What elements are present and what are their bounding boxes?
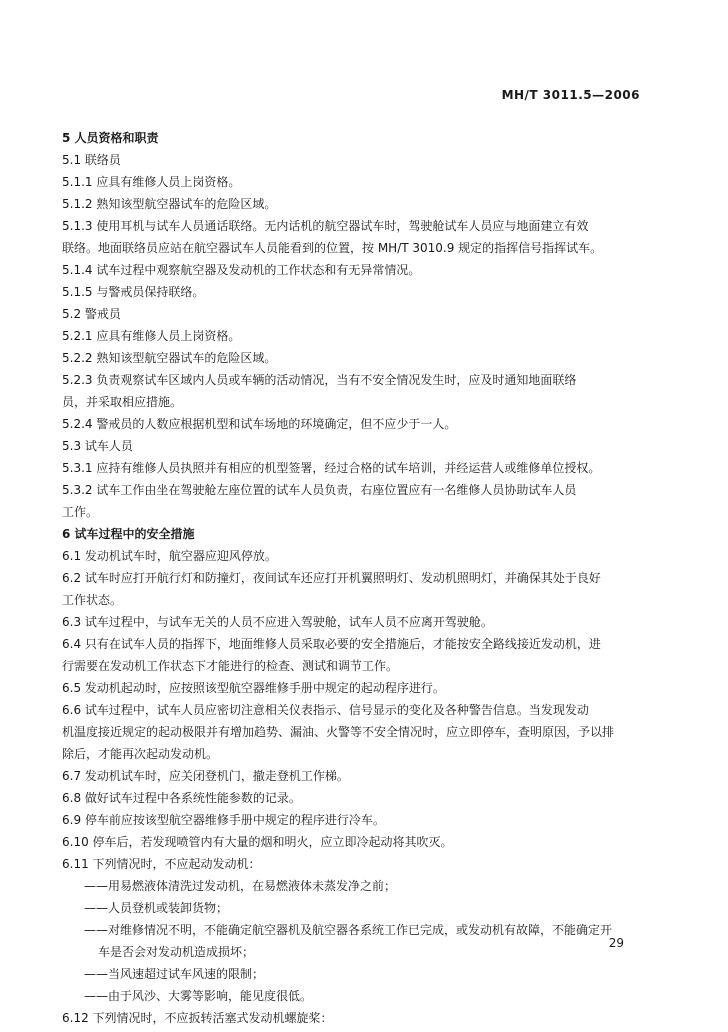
text-line: 员，并采取相应措施。 [62, 395, 183, 409]
text-line: 5.2.4 警戒员的人数应根据机型和试车场地的环境确定，但不应少于一人。 [62, 417, 457, 431]
text-line: ——对维修情况不明，不能确定航空器机及航空器各系统工作已完成，或发动机有故障，不能确定开 [84, 923, 613, 937]
section-heading: 5 人员资格和职责 [62, 131, 159, 145]
text-line: 机温度接近规定的起动极限并有增加趋势、漏油、火警等不安全情况时，应立即停车，查明原因，予以排 [62, 725, 615, 739]
text-line: 5.1.5 与警戒员保持联络。 [62, 285, 205, 299]
text-line: 6.12 下列情况时，不应扳转活塞式发动机螺旋桨： [62, 1011, 333, 1025]
text-line: ——由于风沙、大雾等影响，能见度很低。 [84, 989, 313, 1003]
text-line: 5.1.3 使用耳机与试车人员通话联络。无内话机的航空器试车时，驾驶舱试车人员应与地面建立有效 [62, 219, 589, 233]
text-line: 联络。地面联络员应站在航空器试车人员能看到的位置，按 MH/T 3010.9 规定的指挥信号指挥试车。 [62, 241, 603, 255]
text-line: 工作状态。 [62, 593, 123, 607]
text-line: 6.10 停车后，若发现喷管内有大量的烟和明火，应立即冷起动将其吹灭。 [62, 835, 453, 849]
text-line: 5.1 联络员 [62, 153, 121, 167]
text-line: 行需要在发动机工作状态下才能进行的检查、测试和调节工作。 [62, 659, 399, 673]
text-line: 5.1.4 试车过程中观察航空器及发动机的工作状态和有无异常情况。 [62, 263, 421, 277]
text-line: 5.2.3 负责观察试车区域内人员或车辆的活动情况，当有不安全情况发生时，应及时通知地面联络 [62, 373, 577, 387]
text-line: 6.2 试车时应打开航行灯和防撞灯，夜间试车还应打开机翼照明灯、发动机照明灯，并确保其处于良好 [62, 571, 601, 585]
text-line: 6.3 试车过程中，与试车无关的人员不应进入驾驶舱，试车人员不应离开驾驶舱。 [62, 615, 493, 629]
text-line: 5.3.2 试车工作由坐在驾驶舱左座位置的试车人员负责，右座位置应有一名维修人员协助试车人员 [62, 483, 577, 497]
document-body [62, 128, 638, 1032]
text-line: 6.9 停车前应按该型航空器维修手册中规定的程序进行冷车。 [62, 813, 385, 827]
text-line: 6.1 发动机试车时，航空器应迎风停放。 [62, 549, 277, 563]
text-line: 5.3 试车人员 [62, 439, 133, 453]
text-line: 6.4 只有在试车人员的指挥下，地面维修人员采取必要的安全措施后，才能按安全路线接近发动机，进 [62, 637, 601, 651]
text-line: 6.8 做好试车过程中各系统性能参数的记录。 [62, 791, 301, 805]
text-line: 工作。 [62, 505, 99, 519]
section-heading: 6 试车过程中的安全措施 [62, 527, 195, 541]
text-line: 5.1.2 熟知该型航空器试车的危险区域。 [62, 197, 277, 211]
standard-code: MH/T 3011.5—2006 [501, 88, 640, 102]
text-line: 5.2.2 熟知该型航空器试车的危险区域。 [62, 351, 277, 365]
text-line: 车是否会对发动机造成损坏； [98, 945, 255, 959]
text-line: 6.7 发动机试车时，应关闭登机门，撤走登机工作梯。 [62, 769, 349, 783]
text-line: 6.6 试车过程中，试车人员应密切注意相关仪表指示、信号显示的变化及各种警告信息。当发现发动 [62, 703, 589, 717]
text-line: 6.11 下列情况时，不应起动发动机： [62, 857, 261, 871]
text-line: 除后，才能再次起动发动机。 [62, 747, 219, 761]
text-line: 5.2 警戒员 [62, 307, 121, 321]
text-line: ——用易燃液体清洗过发动机，在易燃液体未蒸发净之前； [84, 879, 397, 893]
text-line: 6.5 发动机起动时，应按照该型航空器维修手册中规定的起动程序进行。 [62, 681, 445, 695]
page-number: 29 [608, 936, 624, 950]
text-line: 5.1.1 应具有维修人员上岗资格。 [62, 175, 241, 189]
text-line: ——人员登机或装卸货物； [84, 901, 229, 915]
text-line: ——当风速超过试车风速的限制； [84, 967, 265, 981]
text-line: 5.2.1 应具有维修人员上岗资格。 [62, 329, 241, 343]
text-line: 5.3.1 应持有维修人员执照并有相应的机型签署，经过合格的试车培训，并经运营人或维修单位授权。 [62, 461, 601, 475]
